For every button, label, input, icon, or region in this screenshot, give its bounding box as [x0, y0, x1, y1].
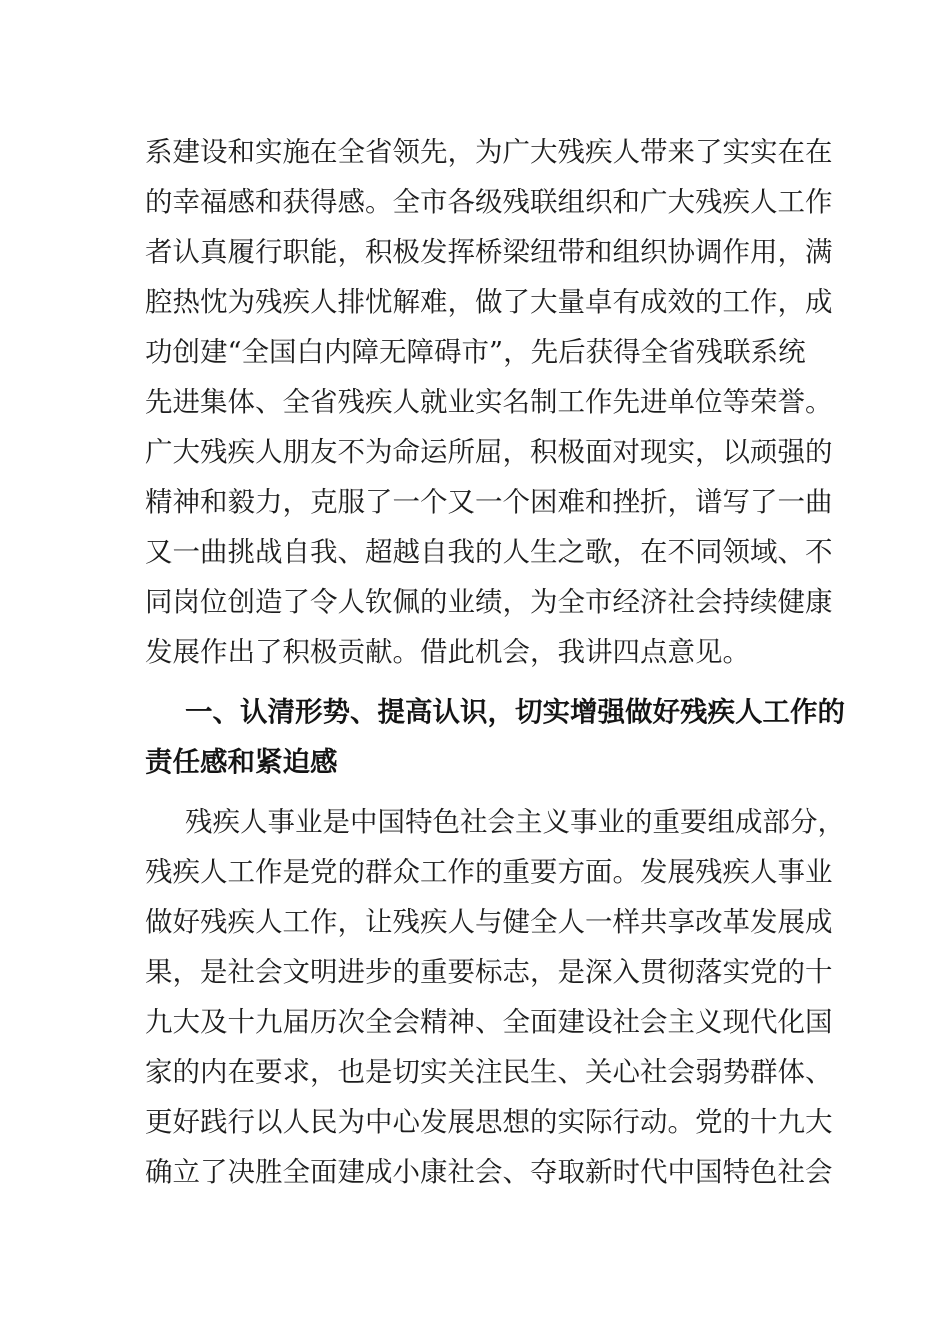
paragraph-1-line-1: 系建设和实施在全省领先，为广大残疾人带来了实实在在 [145, 136, 833, 168]
section-heading-line-1: 一、认清形势、提高认识，切实增强做好残疾人工作的 [185, 696, 845, 728]
paragraph-2-line-5: 九大及十九届历次全会精神、全面建设社会主义现代化国 [145, 1006, 833, 1038]
paragraph-1-line-6: 先进集体、全省残疾人就业实名制工作先进单位等荣誉。 [145, 386, 833, 418]
paragraph-2-line-6: 家的内在要求，也是切实关注民生、关心社会弱势群体、 [145, 1056, 833, 1088]
paragraph-2-line-3: 做好残疾人工作，让残疾人与健全人一样共享改革发展成 [145, 906, 833, 938]
paragraph-2-line-2: 残疾人工作是党的群众工作的重要方面。发展残疾人事业 [145, 856, 833, 888]
paragraph-2-line-8: 确立了决胜全面建成小康社会、夺取新时代中国特色社会 [145, 1156, 833, 1188]
paragraph-1-line-4: 腔热忱为残疾人排忧解难，做了大量卓有成效的工作，成 [145, 286, 833, 318]
paragraph-2-line-4: 果，是社会文明进步的重要标志，是深入贯彻落实党的十 [145, 956, 833, 988]
paragraph-1-line-7: 广大残疾人朋友不为命运所屈，积极面对现实，以顽强的 [145, 436, 833, 468]
paragraph-1-line-2: 的幸福感和获得感。全市各级残联组织和广大残疾人工作 [145, 186, 833, 218]
section-heading-line-2: 责任感和紧迫感 [145, 746, 338, 778]
paragraph-1-line-8: 精神和毅力，克服了一个又一个困难和挫折，谱写了一曲 [145, 486, 833, 518]
paragraph-1-line-10: 同岗位创造了令人钦佩的业绩，为全市经济社会持续健康 [145, 586, 833, 618]
paragraph-1-line-5: 功创建“全国白内障无障碍市”，先后获得全省残联系统 [145, 336, 806, 368]
paragraph-1-line-3: 者认真履行职能，积极发挥桥梁纽带和组织协调作用，满 [145, 236, 833, 268]
paragraph-2-line-7: 更好践行以人民为中心发展思想的实际行动。党的十九大 [145, 1106, 833, 1138]
paragraph-2-line-1: 残疾人事业是中国特色社会主义事业的重要组成部分， [185, 806, 845, 838]
paragraph-1-line-11: 发展作出了积极贡献。借此机会，我讲四点意见。 [145, 636, 750, 668]
paragraph-1-line-9: 又一曲挑战自我、超越自我的人生之歌，在不同领域、不 [145, 536, 833, 568]
